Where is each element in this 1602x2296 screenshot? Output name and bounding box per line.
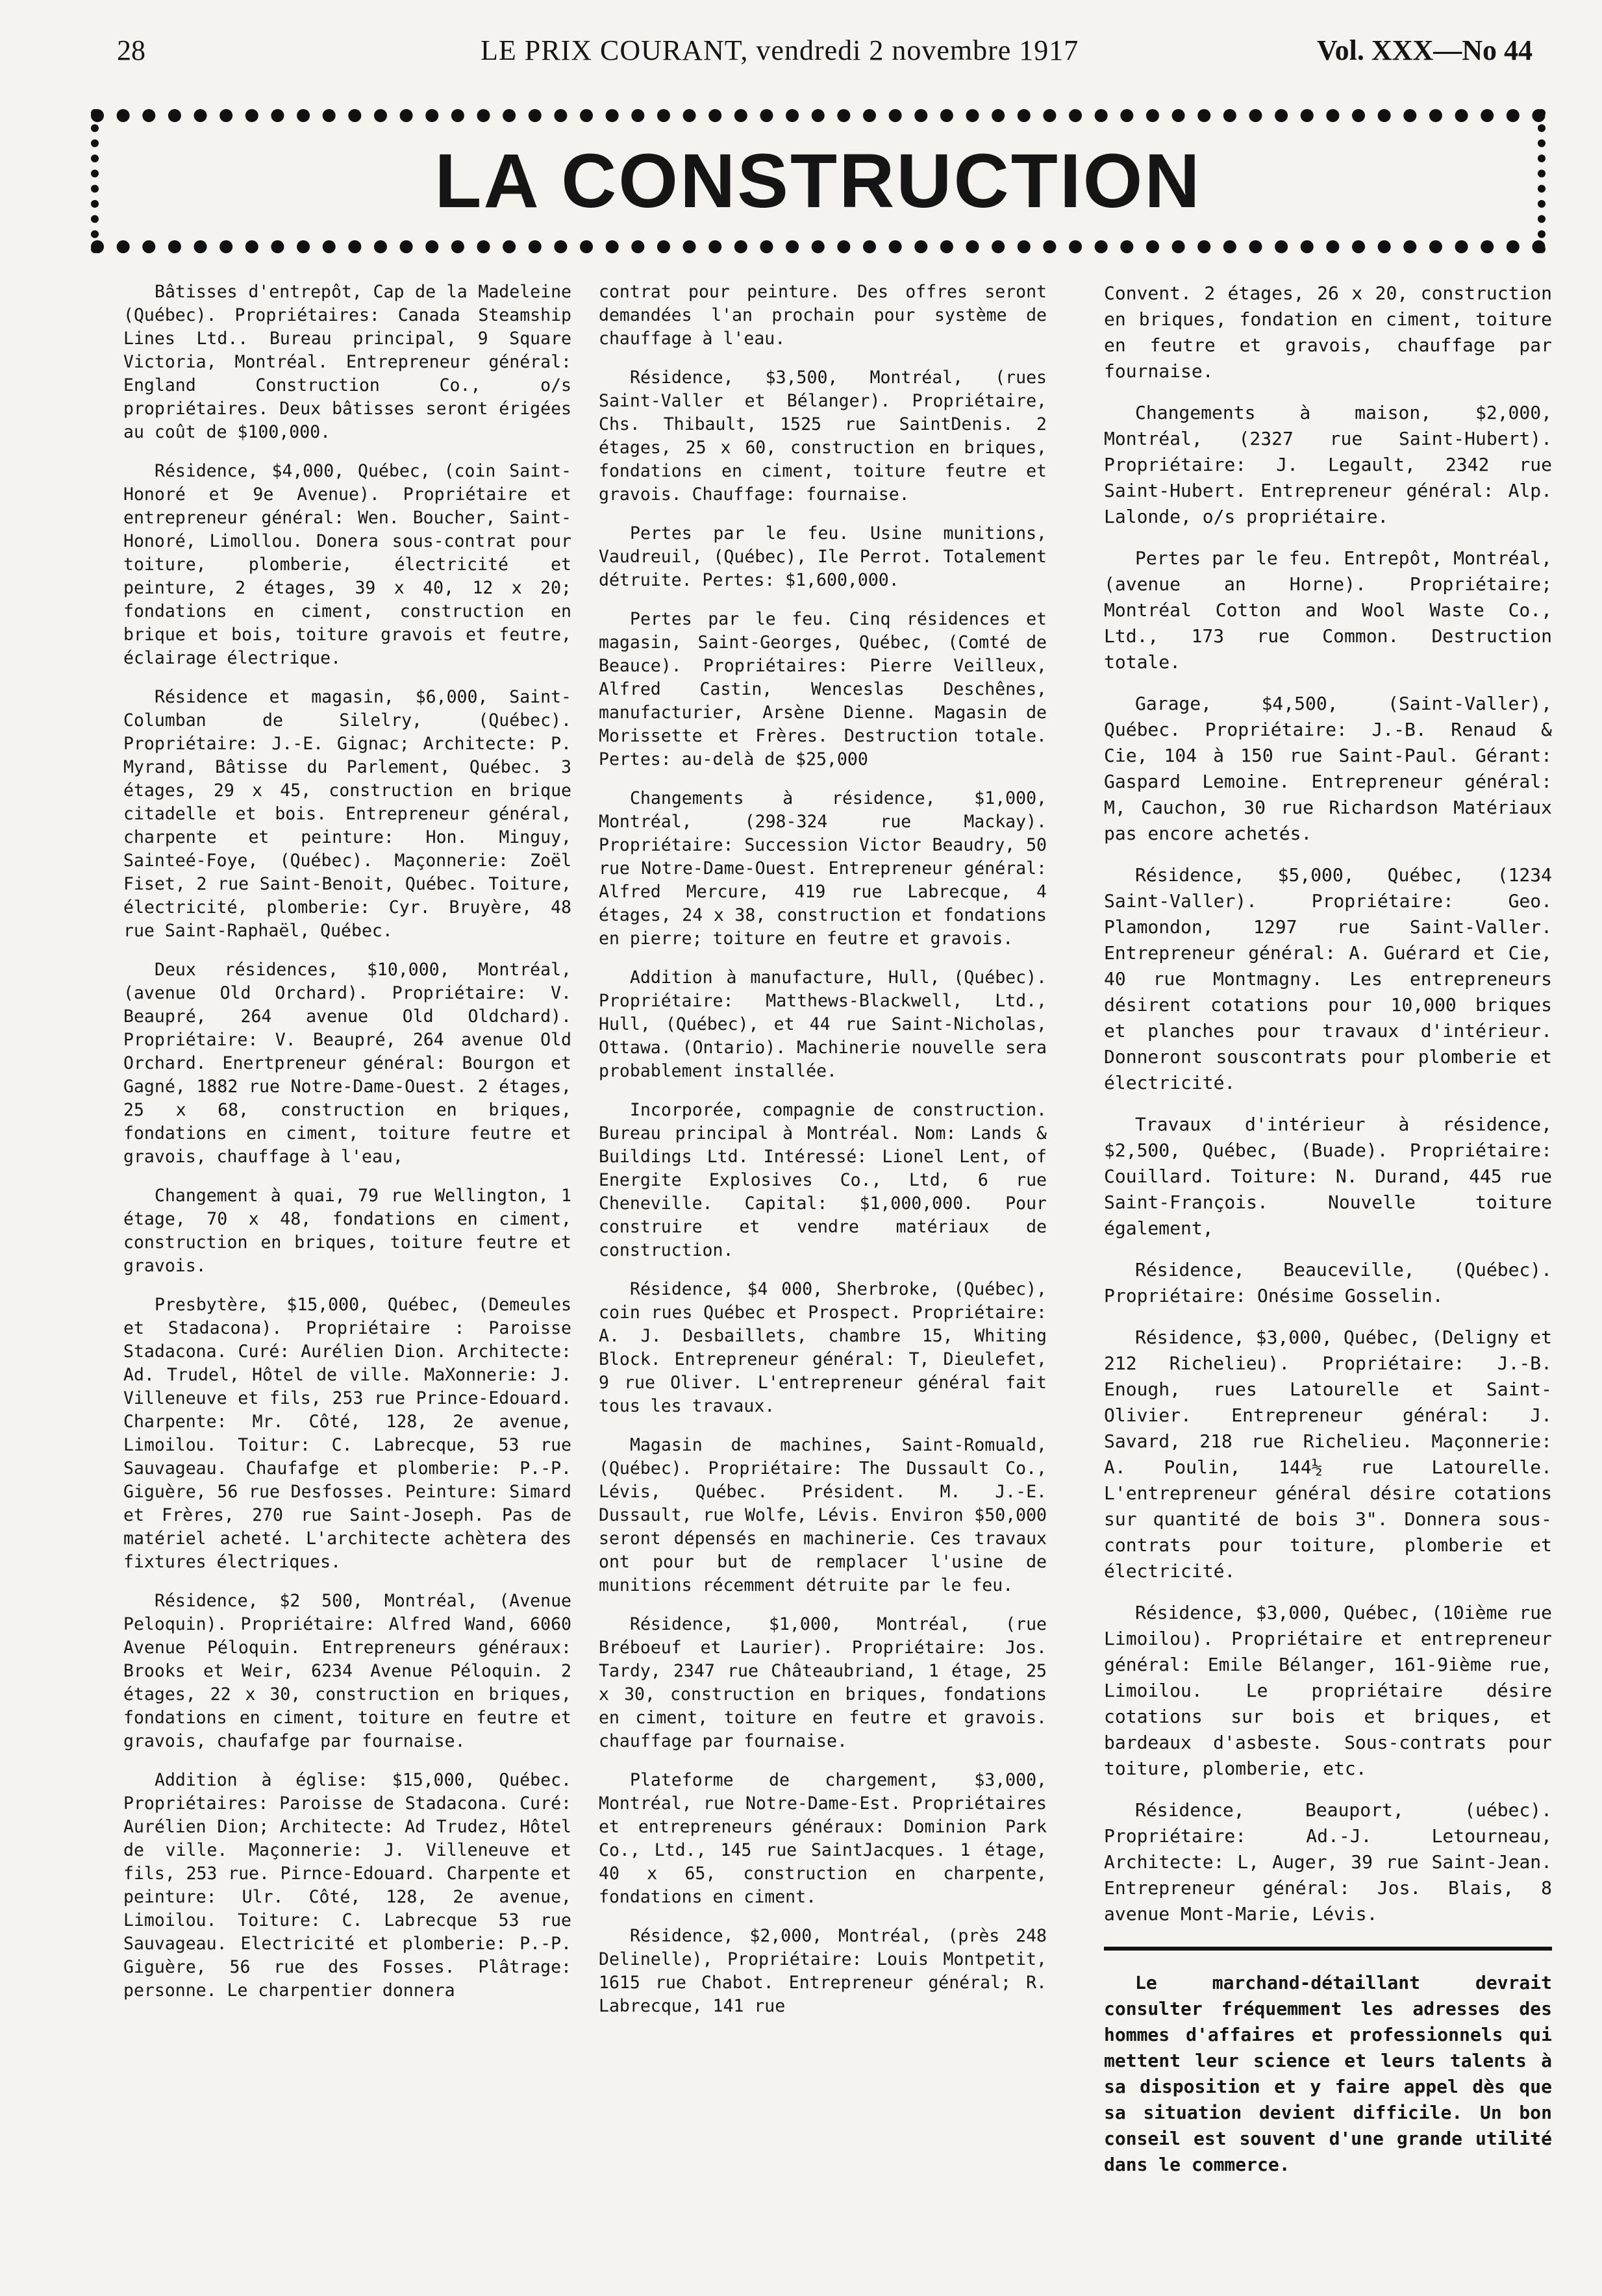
notice: Pertes par le feu. Cinq résidences et magasin, Saint-Georges, Québec, (Comté de Beauce). Propriétaires: Pierre Veilleux, Alfred Castin, Wenceslas Deschênes, manufacturier, Arsène Dienne. Magasin de Morissette et Frères. Destruction totale. Pertes: au-delà de $25,000 (599, 609, 1047, 769)
notice: Garage, $4,500, (Saint-Valler), Québec. Propriétaire: J.-B. Renaud & Cie, 104 à 150 rue Saint-Paul. Gérant: Gaspard Lemoine. Entrepreneur général: M, Cauchon, 30 rue Richardson Matériaux pas encore achetés. (1104, 693, 1552, 844)
notice: Résidence, $4,000, Québec, (coin Saint-Honoré et 9e Avenue). Propriétaire et entrepreneur général: Wen. Boucher, Saint-Honoré, Limollou. Donera sous-contrat pour toiture, plomberie, électricité et peinture, 2 étages, 39 x 40, 12 x 20; fondations en ciment, construction en brique et bois, toiture gravois et feutre, éclairage électrique. (123, 461, 571, 668)
notice: Résidence, $3,500, Montréal, (rues Saint-Valler et Bélanger). Propriétaire, Chs. Thibault, 1525 rue SaintDenis. 2 étages, 25 x 60, construction en briques, fondations en ciment, toiture feutre et gravois. Chauffage: fournaise. (599, 368, 1047, 505)
notice: Magasin de machines, Saint-Romuald, (Québec). Propriétaire: The Dussault Co., Lévis, Québec. Président. M. J.-E. Dussault, rue Wolfe, Lévis. Environ $50,000 seront dépensés en machinerie. Ces travaux ont pour but de remplacer l'usine de munitions récemment détruite par le feu. (599, 1435, 1047, 1595)
notice: Deux résidences, $10,000, Montréal, (avenue Old Orchard). Propriétaire: V. Beaupré, 264 avenue Old Oldchard). Propriétaire: V. Beaupré, 264 avenue Old Orchard. Enertpreneur général: Bourgon et Gagné, 1882 rue Notre-Dame-Ouest. 2 étages, 25 x 68, construction en briques, fondations en ciment, toiture feutre et gravois, chauffage à l'eau, (123, 960, 571, 1167)
notice: Bâtisses d'entrepôt, Cap de la Madeleine (Québec). Propriétaires: Canada Steamship Lines Ltd.. Bureau principal, 9 Square Victoria, Montréal. Entrepreneur général: England Construction Co., o/s propriétaires. Deux bâtisses seront érigées au coût de $100,000. (123, 282, 571, 442)
notice: Résidence, Beauceville, (Québec). Propriétaire: Onésime Gosselin. (1104, 1259, 1552, 1306)
notice: Changements à résidence, $1,000, Montréal, (298-324 rue Mackay). Propriétaire: Succession Victor Beaudry, 50 rue Notre-Dame-Ouest. Entrepreneur général: Alfred Mercure, 419 rue Labrecque, 4 étages, 24 x 38, construction et fondations en pierre; toiture en feutre et gravois. (599, 788, 1047, 949)
notice: Addition à manufacture, Hull, (Québec). Propriétaire: Matthews-Blackwell, Ltd., Hull, (Québec), et 44 rue Saint-Nicholas, Ottawa. (Ontario). Machinerie nouvelle sera probablement installée. (599, 967, 1047, 1081)
notice: Résidence, Beauport, (uébec). Propriétaire: Ad.-J. Letourneau, Architecte: L, Auger, 39 rue Saint-Jean. Entrepreneur général: Jos. Blais, 8 avenue Mont-Marie, Lévis. (1104, 1799, 1552, 1925)
section-title: LA CONSTRUCTION (434, 138, 1202, 224)
running-header (117, 34, 1533, 79)
notice: Changement à quai, 79 rue Wellington, 1 étage, 70 x 48, fondations en ciment, construction en briques, toiture feutre et gravois. (123, 1186, 571, 1276)
page-number: 28 (117, 34, 145, 66)
notice: Résidence, $2,000, Montréal, (près 248 Delinelle), Propriétaire: Louis Montpetit, 1615 rue Chabot. Entrepreneur général; R. Labrecque, 141 rue (599, 1926, 1047, 2016)
notice: Résidence, $5,000, Québec, (1234 Saint-Valler). Propriétaire: Geo. Plamondon, 1297 rue Saint-Valler. Entrepreneur général: A. Guérard et Cie, 40 rue Montmagny. Les entrepreneurs désirent cotations pour 10,000 briques et planches pour travaux d'intérieur. Donneront souscontrats pour plomberie et électricité. (1104, 864, 1552, 1093)
advice-note: Le marchand-détaillant devrait consulter fréquemment les adresses des hommes d'affaires et professionnels qui mettent leur science et leurs talents à sa disposition et y faire appel dès que sa situation devient difficile. Un bon conseil est souvent d'une grande utilité dans le commerce. (1104, 1947, 1552, 2178)
notice: Incorporée, compagnie de construction. Bureau principal à Montréal. Nom: Lands & Buildings Ltd. Intéressé: Lionel Lent, of Energite Explosives Co., Ltd, 6 rue Cheneville. Capital: $1,000,000. Pour construire et vendre matériaux de construction. (599, 1100, 1047, 1260)
notice: Résidence, $1,000, Montréal, (rue Bréboeuf et Laurier). Propriétaire: Jos. Tardy, 2347 rue Châteaubriand, 1 étage, 25 x 30, construction en briques, fondations en ciment, toiture en feutre et gravois. chauffage par fournaise. (599, 1614, 1047, 1751)
notice: Résidence, $3,000, Québec, (10ième rue Limoilou). Propriétaire et entrepreneur général: Emile Bélanger, 161-9ième rue, Limoilou. Le propriétaire désire cotations sur bois et briques, et bardeaux d'asbeste. Sous-contrats pour toiture, plomberie, etc. (1104, 1602, 1552, 1779)
notice: Convent. 2 étages, 26 x 20, construction en briques, fondation en ciment, toiture en feutre et gravois, chauffage par fournaise. (1104, 282, 1552, 382)
notice: Pertes par le feu. Entrepôt, Montréal, (avenue an Horne). Propriétaire; Montréal Cotton and Wool Waste Co., Ltd., 173 rue Common. Destruction totale. (1104, 547, 1552, 673)
section-banner (91, 109, 1546, 253)
notice: Changements à maison, $2,000, Montréal, (2327 rue Saint-Hubert). Propriétaire: J. Legault, 2342 rue Saint-Hubert. Entrepreneur général: Alp. Lalonde, o/s propriétaire. (1104, 402, 1552, 527)
notice: Plateforme de chargement, $3,000, Montréal, rue Notre-Dame-Est. Propriétaires et entrepreneurs généraux: Dominion Park Co., Ltd., 145 rue SaintJacques. 1 étage, 40 x 65, construction en charpente, fondations en ciment. (599, 1770, 1047, 1907)
column-1 (123, 281, 571, 2018)
column-3 (1104, 281, 1552, 2193)
notice: Résidence, $2 500, Montréal, (Avenue Peloquin). Propriétaire: Alfred Wand, 6060 Avenue Péloquin. Entrepreneurs généraux: Brooks et Weir, 6234 Avenue Péloquin. 2 étages, 22 x 30, construction en briques, fondations en ciment, toiture en feutre et gravois, chaufafge par fournaise. (123, 1591, 571, 1751)
column-2 (599, 281, 1047, 2034)
notice: Pertes par le feu. Usine munitions, Vaudreuil, (Québec), Ile Perrot. Totalement détruite. Pertes: $1,600,000. (599, 523, 1047, 590)
notice: Résidence, $3,000, Québec, (Deligny et 212 Richelieu). Propriétaire: J.-B. Enough, rues Latourelle et Saint-Olivier. Entrepreneur général: J. Savard, 218 rue Richelieu. Maçonnerie: A. Poulin, 144½ rue Latourelle. L'entrepreneur général désire cotations sur quantité de bois 3". Donnera sous-contrats pour toiture, plomberie et électricité. (1104, 1327, 1552, 1582)
notice: Résidence, $4 000, Sherbroke, (Québec), coin rues Québec et Prospect. Propriétaire: A. J. Desbaillets, chambre 15, Whiting Block. Entrepreneur général: T, Dieulefet, 9 rue Oliver. L'entrepreneur général fait tous les travaux. (599, 1279, 1047, 1416)
notice: Addition à église: $15,000, Québec. Propriétaires: Paroisse de Stadacona. Curé: Aurélien Dion; Architecte: Ad Trudez, Hôtel de ville. Maçonnerie: J. Villeneuve et fils, 253 rue. Pirnce-Edouard. Charpente et peinture: Ulr. Côté, 128, 2e avenue, Limoilou. Toiture: C. Labrecque 53 rue Sauvageau. Electricité et plomberie: P.-P. Giguère, 56 rue des Fosses. Plâtrage: personne. Le charpentier donnera (123, 1770, 571, 2001)
notice: Presbytère, $15,000, Québec, (Demeules et Stadacona). Propriétaire : Paroisse Stadacona. Curé: Aurélien Dion. Architecte: Ad. Trudel, Hôtel de ville. MaXonnerie: J. Villeneuve et fils, 253 rue Prince-Edouard. Charpente: Mr. Côté, 128, 2e avenue, Limoilou. Toitur: C. Labrecque, 53 rue Sauvageau. Chaufafge et plomberie: P.-P. Giguère, 56 rue Desfosses. Peinture: Simard et Frères, 270 rue Saint-Joseph. Pas de matériel acheté. L'architecte achètera des fixtures électriques. (123, 1295, 571, 1572)
notice: Résidence et magasin, $6,000, Saint-Columban de Silelry, (Québec). Propriétaire: J.-E. Gignac; Architecte: P. Myrand, Bâtisse du Parlement, Québec. 3 étages, 29 x 45, construction en brique citadelle et bois. Entrepreneur général, charpente et peinture: Hon. Minguy, Sainteé-Foye, (Québec). Maçonnerie: Zoël Fiset, 2 rue Saint-Benoit, Québec. Toiture, électricité, plomberie: Cyr. Bruyère, 48 rue Saint-Raphaël, Québec. (123, 687, 571, 941)
notice: contrat pour peinture. Des offres seront demandées l'an prochain pour système de chauffage à l'eau. (599, 282, 1047, 349)
notice: Travaux d'intérieur à résidence, $2,500, Québec, (Buade). Propriétaire: Couillard. Toiture: N. Durand, 445 rue Saint-François. Nouvelle toiture également, (1104, 1114, 1552, 1239)
volume-number: Vol. XXX—No 44 (1316, 34, 1533, 66)
publication-line: LE PRIX COURANT, vendredi 2 novembre 1917 (481, 34, 1079, 66)
